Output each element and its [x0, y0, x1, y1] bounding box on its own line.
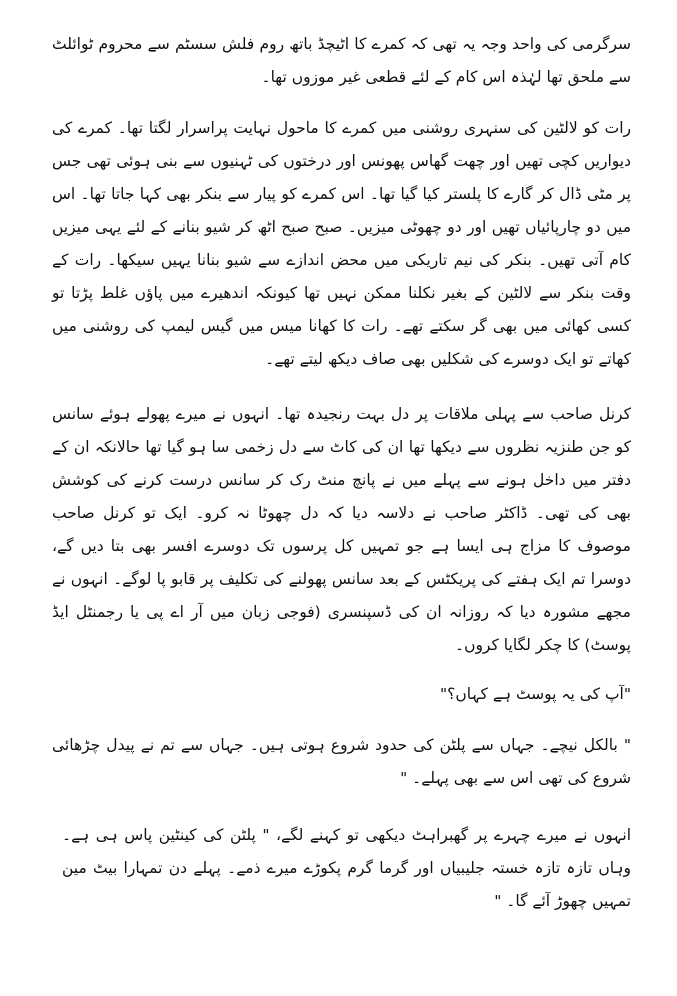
paragraph-dialogue-answer: " بالکل نیچے۔ جہاں سے پلٹن کی حدود شروع ہوتی ہیں۔ جہاں سے تم نے پیدل چڑھائی شروع کی تھی اس سے بھی پہلے۔ ": [52, 736, 631, 787]
paragraph-colonel-meeting: کرنل صاحب سے پہلی ملاقات پر دل بہت رنجیدہ تھا۔ انہوں نے میرے پھولے ہوئے سانس کو جن طنزیہ نظروں سے دیکھا تھا ان کی کاٹ سے دل زخمی سا ہو گیا تھا حالانکہ ان کے دفتر میں داخل ہونے سے پہلے میں نے پانچ منٹ رک کر سانس درست کرنے کی کوشش بھی کی تھی۔ ڈاکٹر صاحب نے دلاسہ دیا کہ دل چھوٹا نہ کرو۔ ایک تو کرنل صاحب موصوف کا مزاج ہی ایسا ہے جو تمہیں کل پرسوں تک دوسرے افسر بھی بتا دیں گے، دوسرا تم ایک ہفتے کی پریکٹس کے بعد سانس پھولنے کی تکلیف پر قابو پا لوگے۔ انہوں نے مجھے مشورہ دیا کہ روزانہ ان کی ڈسپنسری (فوجی زبان میں آر اے پی یا رجمنٹل ایڈ پوسٹ) کا چکر لگایا کروں۔: [52, 405, 631, 654]
paragraph-bunker-description: رات کو لالٹین کی سنہری روشنی میں کمرے کا ماحول نہایت پراسرار لگتا تھا۔ کمرے کی دیواریں کچی تھیں اور چھت گھاس پھونس اور درختوں کی ٹہنیوں سے بنی ہوئی تھی جس پر مٹی ڈال کر گارے کا پلستر کیا گیا تھا۔ اس کمرے کو پیار سے بنکر بھی کہا جاتا تھا۔ اس میں دو چارپائیاں تھیں اور دو چھوٹی میزیں۔ صبح صبح اٹھ کر شیو بنانے کے لئے یہی میزیں کام آتی تھیں۔ بنکر کی نیم تاریکی میں محض اندازے سے شیو بنانا یہیں سیکھا۔ رات کے وقت بنکر سے لالٹین کے بغیر نکلنا ممکن نہیں تھا کیونکہ اندھیرے میں پاؤں غلط پڑتا تو کسی کھائی میں بھی گر سکتے تھے۔ رات کا کھانا میس میں گیس لیمپ کی روشنی میں کھاتے تو ایک دوسرے کی شکلیں بھی صاف دیکھ لیتے تھے۔: [52, 119, 631, 368]
paragraph-bathroom: سرگرمی کی واحد وجہ یہ تھی کہ کمرے کا اٹیچڈ باتھ روم فلش سسٹم سے محروم ٹوائلٹ سے ملحق تھا لہٰذہ اس کام کے لئے قطعی غیر موزوں تھا۔: [52, 35, 631, 86]
paragraph-dialogue-question: "آپ کی یہ پوسٹ ہے کہاں؟": [440, 685, 631, 703]
paragraph-canteen: انہوں نے میرے چہرے پر گھبراہٹ دیکھی تو کہنے لگے، " پلٹن کی کینٹین پاس ہی ہے۔ وہاں تازہ تازہ خستہ جلیبیاں اور گرما گرم پکوڑے میرے ذمے۔ پہلے دن تمہارا بیٹ مین تمہیں چھوڑ آئے گا۔ ": [62, 826, 631, 910]
document-page: [52, 28, 631, 918]
